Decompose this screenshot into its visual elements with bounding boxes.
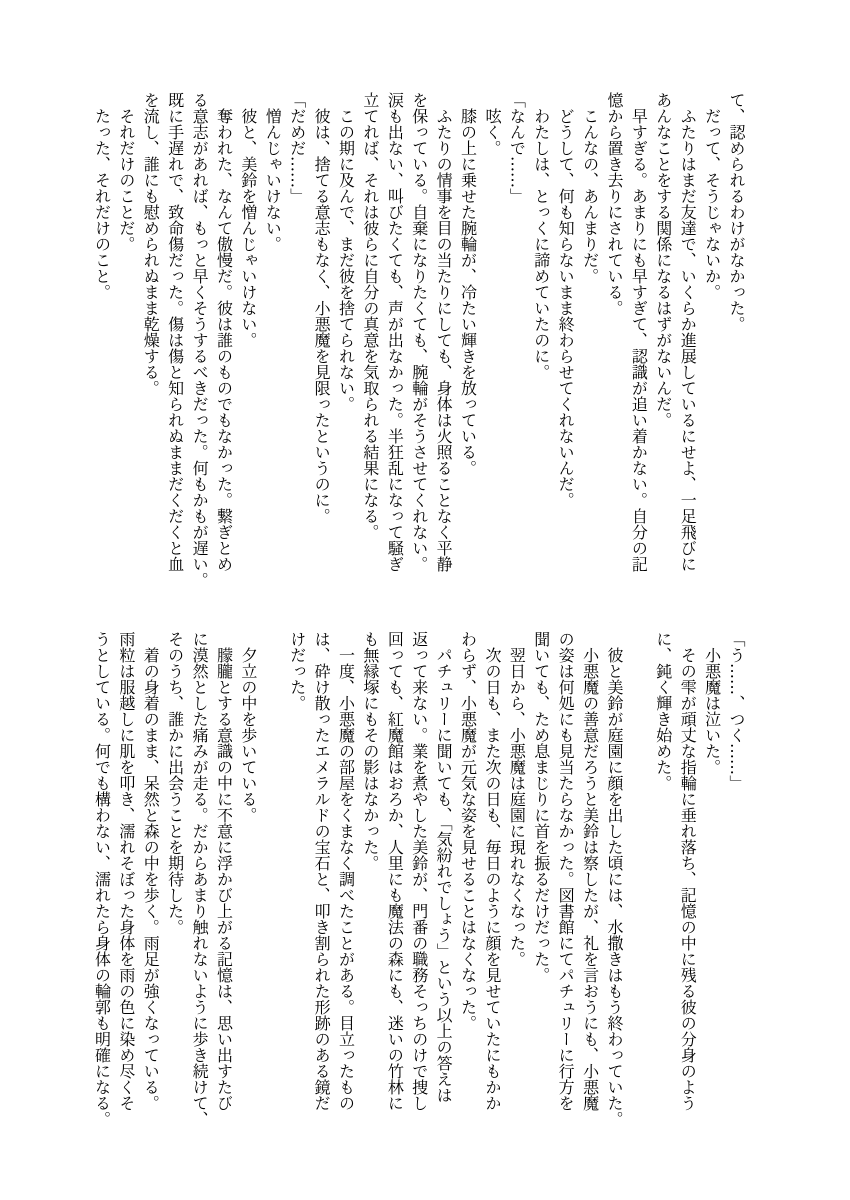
text-line: は、砕け散ったエメラルドの宝石と、叩き割られた形跡のある鏡だ — [312, 631, 332, 1111]
text-line: こんなの、あんまりだ。 — [580, 92, 600, 284]
text-line: 呟く。 — [482, 92, 502, 156]
text-line: 小悪魔は泣いた。 — [702, 631, 722, 775]
text-line: わらず、小悪魔が元気な姿を見せることはなくなった。 — [458, 631, 478, 1031]
text-line: 小悪魔の善意だろうと美鈴は察したが、礼を言おうにも、小悪魔 — [580, 631, 600, 1111]
text-line: わたしは、とっくに諦めていたのに。 — [531, 92, 551, 380]
text-line: けだった。 — [287, 631, 307, 711]
text-line: も無縁塚にもその影はなかった。 — [360, 631, 380, 871]
text-line: ふたりの情事を目の当たりにしても、身体は火照ることなく平静 — [434, 92, 454, 572]
text-line: その雫が頑丈な指輪に垂れ落ち、記憶の中に残る彼の分身のよう — [678, 631, 698, 1111]
text-line: る意志があれば、もっと早くそうするべきだった。何もかもが遅い。 — [190, 92, 210, 588]
text-line: あんなことをする関係になるはずがないんだ。 — [653, 92, 673, 428]
text-line: 翌日から、小悪魔は庭園に現れなくなった。 — [507, 631, 527, 967]
text-line: 返って来ない。業を煮やした美鈴が、門番の職務そっちのけで捜し — [409, 631, 429, 1111]
text-line: この期に及んで、まだ彼を捨てられない。 — [336, 92, 356, 412]
text-section-top — [89, 92, 748, 592]
text-line: 「なんで……」 — [507, 92, 527, 204]
text-line: うとしている。何でも構わない、濡れたら身体の輪郭も明確になる。 — [92, 631, 112, 1127]
text-line: を流し、誰にも慰められぬまま乾燥する。 — [141, 92, 161, 396]
text-line: 彼と美鈴が庭園に顔を出した頃には、水撒きはもう終わっていた。 — [604, 631, 624, 1127]
text-line: 涙も出ない、叫びたくても、声が出なかった。半狂乱になって騒ぎ — [385, 92, 405, 572]
text-line: 憶から置き去りにされている。 — [604, 92, 624, 316]
text-line: て、認められるわけがなかった。 — [727, 92, 746, 332]
text-line: 次の日も、また次の日も、毎日のように顔を見せていたにもかか — [482, 631, 502, 1111]
text-line: 彼と、美鈴を憎んじゃいけない。 — [238, 92, 258, 348]
text-line: の姿は何処にも見当たらなかった。図書館にてパチュリーに行方を — [556, 631, 576, 1111]
text-line: 憎んじゃいけない。 — [263, 92, 283, 252]
text-line: に、鈍く輝き始めた。 — [653, 631, 673, 791]
text-line: そのうち、誰かに出会うことを期待した。 — [165, 631, 185, 935]
text-line: 一度、小悪魔の部屋をくまなく調べたことがある。目立ったもの — [336, 631, 356, 1111]
text-line: 「だめだ……」 — [287, 92, 307, 204]
text-line: 既に手遅れで、致命傷だった。傷は傷と知られぬままだくだくと血 — [165, 92, 185, 572]
text-section-bottom — [89, 631, 748, 1131]
text-line: 立てれば、それは彼らに自分の真意を気取られる結果になる。 — [360, 92, 380, 540]
text-line: 回っても、紅魔館はおろか、人里にも魔法の森にも、迷いの竹林に — [385, 631, 405, 1111]
text-line: ふたりはまだ友達で、いくらか進展しているにせよ、一足飛びに — [678, 92, 698, 572]
text-line: 膝の上に乗せた腕輪が、冷たい輝きを放っている。 — [458, 92, 478, 476]
text-line: 夕立の中を歩いている。 — [238, 631, 258, 823]
text-line: それだけのことだ。 — [116, 92, 136, 252]
text-line: だって、そうじゃないか。 — [702, 92, 722, 300]
text-line: 早すぎる。あまりにも早すぎて、認識が追い着かない。自分の記 — [629, 92, 649, 572]
text-line: に漠然とした痛みが走る。だからあまり触れないように歩き続けて、 — [190, 631, 210, 1127]
text-line: たった、それだけのこと。 — [92, 92, 112, 300]
text-line: 彼は、捨てる意志もなく、小悪魔を見限ったというのに。 — [312, 92, 332, 524]
text-line: 着の身着のまま、呆然と森の中を歩く。雨足が強くなっている。 — [141, 631, 161, 1111]
text-line: 聞いても、ため息まじりに首を振るだけだった。 — [531, 631, 551, 983]
blank-line — [260, 631, 284, 1131]
text-line: どうして、何も知らないまま終わらせてくれないんだ。 — [556, 92, 576, 508]
blank-line — [626, 631, 650, 1131]
text-line: 朦朧とする意識の中に不意に浮かび上がる記憶は、思い出すたび — [214, 631, 234, 1111]
text-line: 「う……、つく……」 — [727, 631, 746, 791]
text-line: 雨粒は服越しに肌を叩き、濡れそぼった身体を雨の色に染め尽くそ — [116, 631, 136, 1111]
text-line: を保っている。自棄になりたくても、腕輪がそうさせてくれない。 — [409, 92, 429, 572]
text-line: パチュリーに聞いても、「気紛れでしょう」という以上の答えは — [434, 631, 454, 1103]
text-line: 奪われた、なんて傲慢だ。彼は誰のものでもなかった。繋ぎとめ — [214, 92, 234, 572]
